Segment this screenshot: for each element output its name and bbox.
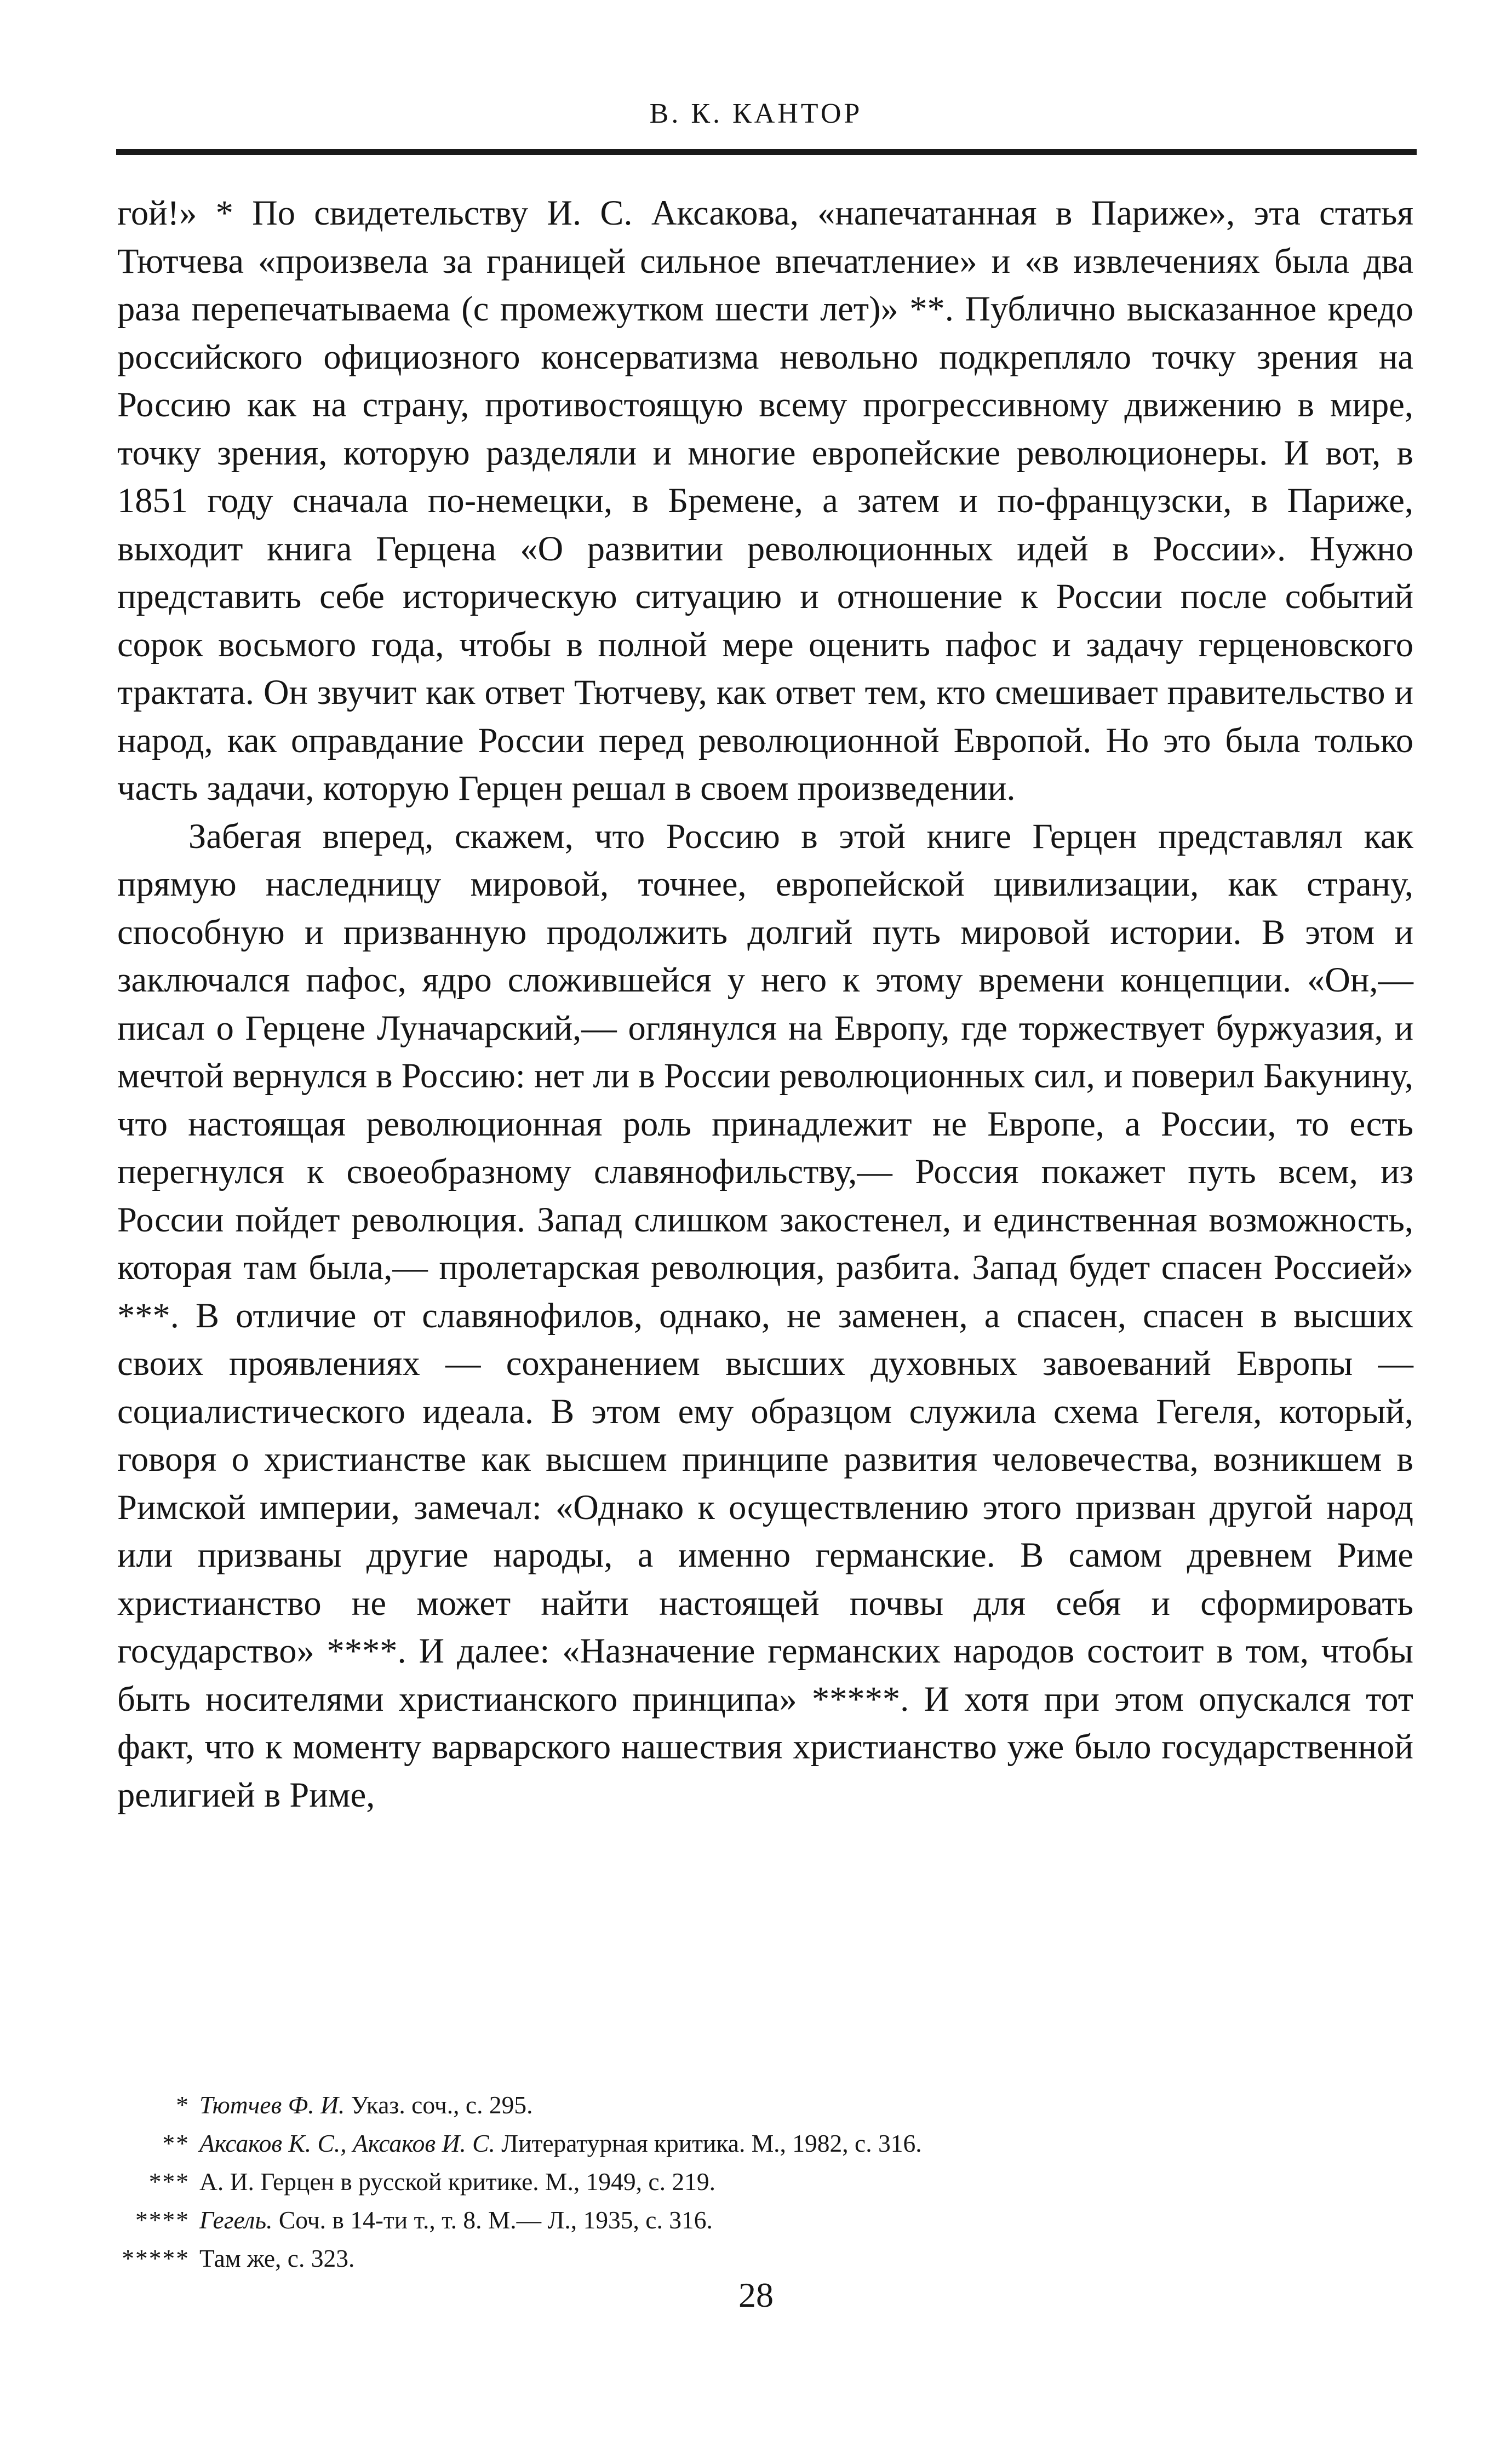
header-rule [116, 149, 1417, 155]
footnote-3 [117, 2163, 1413, 2201]
footnote-4 [117, 2201, 1413, 2239]
footnote-mark: **** [135, 2206, 190, 2234]
footnote-mark: ***** [122, 2244, 190, 2272]
footnote-text: Соч. в 14-ти т., т. 8. М.— Л., 1935, с. 316. [278, 2206, 713, 2234]
footnote-text: Там же, с. 323. [199, 2244, 355, 2272]
paragraph-2: Забегая вперед, скажем, что Россию в этой книге Герцен представлял как прямую наследницу мировой, точнее, европейской цивилизации, как страну, способную и призванную продолжить долгий путь мировой истории. В этом и заключался пафос, ядро сложившейся у него к этому времени концепции. «Он,— писал о Герцене Луначарский,— оглянулся на Европу, где торжествует буржуазия, и мечтой вернулся в Россию: нет ли в России революционных сил, и поверил Бакунину, что настоящая революционная роль принадлежит не Европе, а России, то есть перегнулся к своеобразному славянофильству,— Россия покажет путь всем, из России пойдет революция. Запад слишком закостенел, и единственная возможность, которая там была,— пролетарская революция, разбита. Запад будет спасен Россией» ***. В отличие от славянофилов, однако, не заменен, а спасен, спасен в высших своих проявлениях — сохранением высших духовных завоеваний Европы — социалистического идеала. В этом ему образцом служила схема Гегеля, который, говоря о христианстве как высшем принципе развития человечества, возникшем в Римской империи, замечал: «Однако к осуществлению этого призван другой народ или призваны другие народы, а именно германские. В самом древнем Риме христианство не может найти настоящей почвы для себя и сформировать государство» ****. И далее: «Назначение германских народов состоит в том, чтобы быть носителями христианского принципа» *****. И хотя при этом опускался тот факт, что к моменту варварского нашествия христианство уже было государственной религией в Риме, [117, 816, 1413, 1814]
main-text [117, 189, 1413, 1819]
footnote-author: Тютчев Ф. И. [199, 2091, 345, 2119]
footnote-author: Гегель. [199, 2206, 273, 2234]
footnote-text: А. И. Герцен в русской критике. М., 1949, с. 219. [199, 2168, 715, 2196]
footnote-text: Указ. соч., с. 295. [351, 2091, 533, 2119]
footnote-mark: *** [148, 2168, 190, 2196]
footnote-author: Аксаков К. С., Аксаков И. С. [199, 2129, 495, 2157]
footnote-2 [117, 2124, 1413, 2163]
footnote-mark: ** [162, 2129, 190, 2157]
page-number: 28 [738, 2276, 774, 2314]
footnotes [117, 2086, 1413, 2278]
footnote-5 [117, 2239, 1413, 2278]
footnote-1 [117, 2086, 1413, 2124]
footnote-mark: * [176, 2091, 190, 2119]
paragraph-1: гой!» * По свидетельству И. С. Аксакова, «напечатанная в Париже», эта статья Тютчева «произвела за границей сильное впечатление» и «в извлечениях была два раза перепечатываема (с промежутком шести лет)» **. Публично высказанное кредо российского официозного консерватизма невольно подкрепляло точку зрения на Россию как на страну, противостоящую всему прогрессивному движению в мире, точку зрения, которую разделяли и многие европейские революционеры. И вот, в 1851 году сначала по-немецки, в Бремене, а затем и по-французски, в Париже, выходит книга Герцена «О развитии революционных идей в России». Нужно представить себе историческую ситуацию и отношение к России после событий сорок восьмого года, чтобы в полной мере оценить пафос и задачу герценовского трактата. Он звучит как ответ Тютчеву, как ответ тем, кто смешивает правительство и народ, как оправдание России перед революционной Европой. Но это была только часть задачи, которую Герцен решал в своем произведении. [117, 193, 1413, 807]
footnote-text: Литературная критика. М., 1982, с. 316. [501, 2129, 922, 2157]
running-header: В. К. КАНТОР [649, 98, 863, 129]
